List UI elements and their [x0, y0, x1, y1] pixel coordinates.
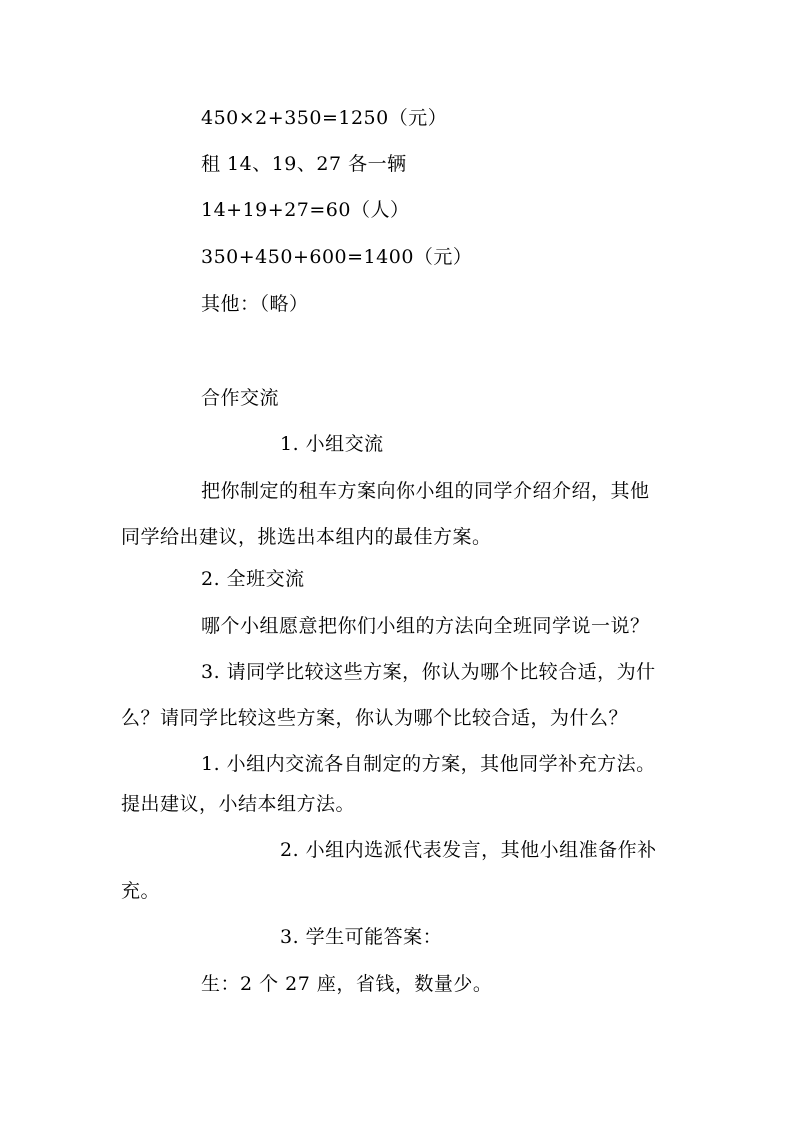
- calc-line-1: 450×2+350=1250（元）: [201, 107, 448, 129]
- step-3-line: 3. 请同学比较这些方案，你认为哪个比较合适，为什: [201, 661, 656, 683]
- calc-line-2: 14+19+27=60（人）: [201, 199, 410, 221]
- paragraph-line: 同学给出建议，挑选出本组内的最佳方案。: [121, 526, 492, 548]
- paragraph-line: 3. 学生可能答案：: [280, 926, 443, 948]
- paragraph-line: 提出建议，小结本组方法。: [121, 793, 356, 815]
- paragraph-line: 哪个小组愿意把你们小组的方法向全班同学说一说？: [201, 615, 650, 637]
- paragraph-line: 生：2 个 27 座，省钱，数量少。: [201, 973, 493, 995]
- paragraph-line: 充。: [121, 880, 161, 902]
- calc-line-3: 350+450+600=1400（元）: [201, 246, 473, 268]
- rental-option-line: 租 14、19、27 各一辆: [201, 153, 407, 175]
- step-1-heading: 1. 小组交流: [280, 433, 384, 455]
- section-heading: 合作交流: [201, 387, 280, 409]
- paragraph-line: 把你制定的租车方案向你小组的同学介绍介绍，其他: [201, 480, 650, 502]
- paragraph-line: 1. 小组内交流各自制定的方案，其他同学补充方法。: [201, 753, 656, 775]
- other-line: 其他：（略）: [201, 293, 309, 315]
- paragraph-line: 么？请同学比较这些方案，你认为哪个比较合适，为什么？: [121, 707, 629, 729]
- step-2-heading: 2. 全班交流: [201, 568, 305, 590]
- paragraph-line: 2. 小组内选派代表发言，其他小组准备作补: [280, 839, 657, 861]
